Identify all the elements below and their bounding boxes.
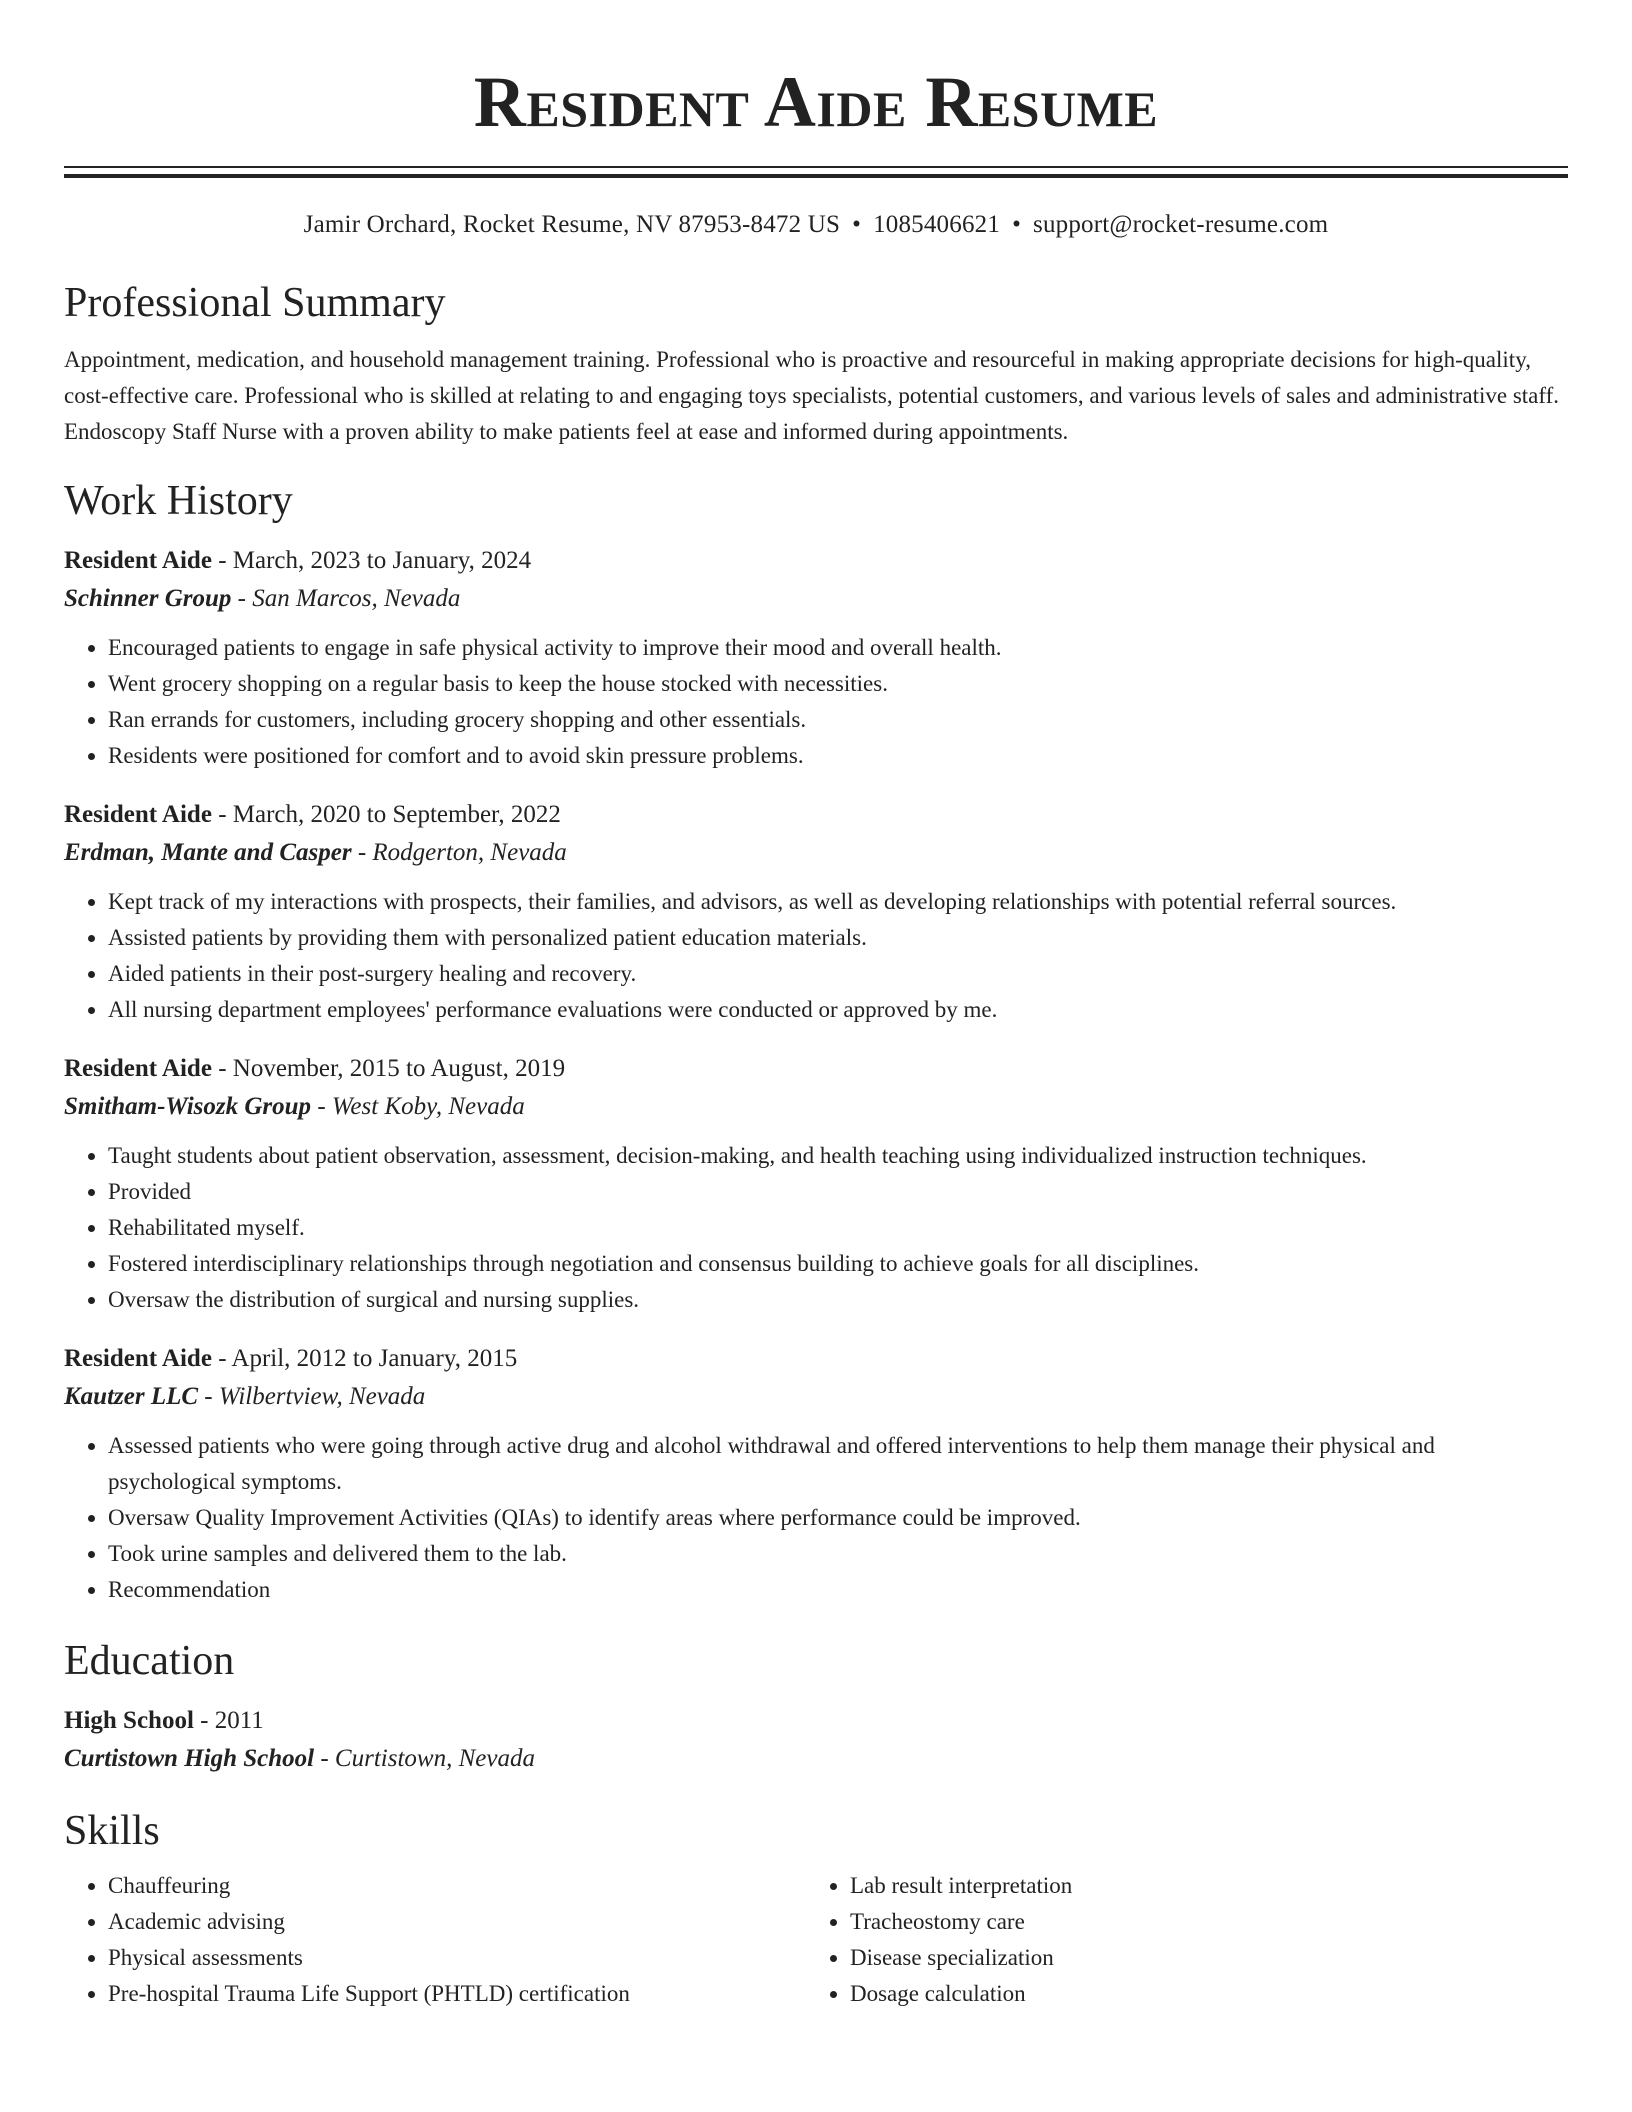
job-title: Resident Aide (64, 801, 212, 828)
job-bullet: • Fostered interdisciplinary relationships through negotiation and consensus building to achieve goals for all disciplines. (108, 1246, 1568, 1282)
job-title: Resident Aide (64, 1345, 212, 1372)
job-bullet: • Aided patients in their post-surgery healing and recovery. (108, 956, 1568, 992)
job-title-line (64, 796, 1568, 834)
job-bullet: • Rehabilitated myself. (108, 1210, 1568, 1246)
education-entry (64, 1702, 1568, 1778)
skill-item: • Physical assessments (108, 1940, 806, 1976)
contact-line (64, 208, 1568, 242)
job-dates: - March, 2023 to January, 2024 (211, 547, 532, 574)
job-bullet: • Assessed patients who were going through active drug and alcohol withdrawal and offered interventions to help them manage their physical and psychological symptoms. (108, 1428, 1568, 1500)
contact-email: support@rocket-resume.com (1033, 211, 1329, 238)
contact-address: Jamir Orchard, Rocket Resume, NV 87953-8472 US (303, 211, 841, 238)
job-bullet: • Took urine samples and delivered them to the lab. (108, 1536, 1568, 1572)
work-history-heading: Work History (64, 478, 293, 524)
skills-right-column (806, 1868, 1548, 2012)
job-entry (64, 1340, 1568, 1608)
skills-heading: Skills (64, 1808, 160, 1854)
skill-item: • Academic advising (108, 1904, 806, 1940)
contact-phone: 1085406621 (873, 211, 1001, 238)
skills-columns (64, 1868, 1568, 2012)
skills-left-column (64, 1868, 806, 2012)
job-title-line (64, 542, 1568, 580)
job-bullets (64, 1428, 1568, 1608)
job-title-line (64, 1340, 1568, 1378)
employer-line (64, 834, 1568, 872)
job-bullet: • All nursing department employees' performance evaluations were conducted or approved by me. (108, 992, 1568, 1028)
employer-line (64, 1378, 1568, 1416)
job-bullet: • Provided (108, 1174, 1568, 1210)
school-name: Curtistown High School (64, 1745, 315, 1772)
job-bullet: • Kept track of my interactions with prospects, their families, and advisors, as well as developing relationships with potential referral sources. (108, 884, 1568, 920)
employer-line (64, 1088, 1568, 1126)
skill-item: • Chauffeuring (108, 1868, 806, 1904)
employer-name: Erdman, Mante and Casper (64, 839, 352, 866)
skill-item: • Dosage calculation (850, 1976, 1548, 2012)
job-bullet: • Recommendation (108, 1572, 1568, 1608)
resume-page (64, 0, 1568, 2012)
contact-separator: • (1012, 211, 1022, 238)
job-entry (64, 542, 1568, 774)
job-bullet: • Went grocery shopping on a regular basis to keep the house stocked with necessities. (108, 666, 1568, 702)
contact-separator: • (852, 211, 862, 238)
skills-section (64, 1806, 1568, 2012)
job-bullets (64, 1138, 1568, 1318)
summary-text: Appointment, medication, and household management training. Professional who is proactive and resourceful in making appropriate decisions for high-quality, cost-effective care. Professional who is skilled at relating to and engaging toys specialists, potential customers, and various levels of sales and administrative staff. Endoscopy Staff Nurse with a proven ability to make patients feel at ease and informed during appointments. (64, 347, 1560, 444)
employer-location: - Wilbertview, Nevada (198, 1383, 426, 1410)
employer-line (64, 580, 1568, 618)
job-bullet: • Residents were positioned for comfort and to avoid skin pressure problems. (108, 738, 1568, 774)
education-heading: Education (64, 1638, 235, 1684)
divider-thin-line (64, 166, 1568, 168)
job-title-line (64, 1050, 1568, 1088)
job-bullet: • Ran errands for customers, including grocery shopping and other essentials. (108, 702, 1568, 738)
school-location: - Curtistown, Nevada (314, 1745, 535, 1772)
title-divider (64, 166, 1568, 178)
employer-location: - San Marcos, Nevada (231, 585, 461, 612)
summary-section (64, 278, 1568, 450)
work-history-section (64, 476, 1568, 1608)
job-bullet: • Oversaw the distribution of surgical and nursing supplies. (108, 1282, 1568, 1318)
job-title: Resident Aide (64, 1055, 212, 1082)
job-dates: - March, 2020 to September, 2022 (211, 801, 561, 828)
skill-item: • Tracheostomy care (850, 1904, 1548, 1940)
job-bullet: • Oversaw Quality Improvement Activities (QIAs) to identify areas where performance could be improved. (108, 1500, 1568, 1536)
job-bullets (64, 630, 1568, 774)
degree-name: High School (64, 1707, 194, 1734)
summary-heading: Professional Summary (64, 280, 446, 326)
degree-year: - 2011 (193, 1707, 264, 1734)
job-bullet: • Assisted patients by providing them with personalized patient education materials. (108, 920, 1568, 956)
skill-item: • Lab result interpretation (850, 1868, 1548, 1904)
resume-title: Resident Aide Resume (473, 62, 1159, 142)
employer-location: - Rodgerton, Nevada (351, 839, 567, 866)
job-dates: - April, 2012 to January, 2015 (211, 1345, 518, 1372)
education-section (64, 1636, 1568, 1778)
job-entry (64, 796, 1568, 1028)
job-dates: - November, 2015 to August, 2019 (211, 1055, 566, 1082)
job-entry (64, 1050, 1568, 1318)
skill-item: • Pre-hospital Trauma Life Support (PHTLD) certification (108, 1976, 806, 2012)
job-bullet: • Encouraged patients to engage in safe physical activity to improve their mood and overall health. (108, 630, 1568, 666)
skill-item: • Disease specialization (850, 1940, 1548, 1976)
school-line (64, 1740, 1568, 1778)
employer-name: Smitham-Wisozk Group (64, 1093, 312, 1120)
divider-thick-line (64, 174, 1568, 178)
job-bullets (64, 884, 1568, 1028)
employer-name: Kautzer LLC (64, 1383, 199, 1410)
degree-line (64, 1702, 1568, 1740)
job-title: Resident Aide (64, 547, 212, 574)
employer-name: Schinner Group (64, 585, 232, 612)
employer-location: - West Koby, Nevada (311, 1093, 525, 1120)
job-bullet: • Taught students about patient observation, assessment, decision-making, and health teaching using individualized instruction techniques. (108, 1138, 1568, 1174)
